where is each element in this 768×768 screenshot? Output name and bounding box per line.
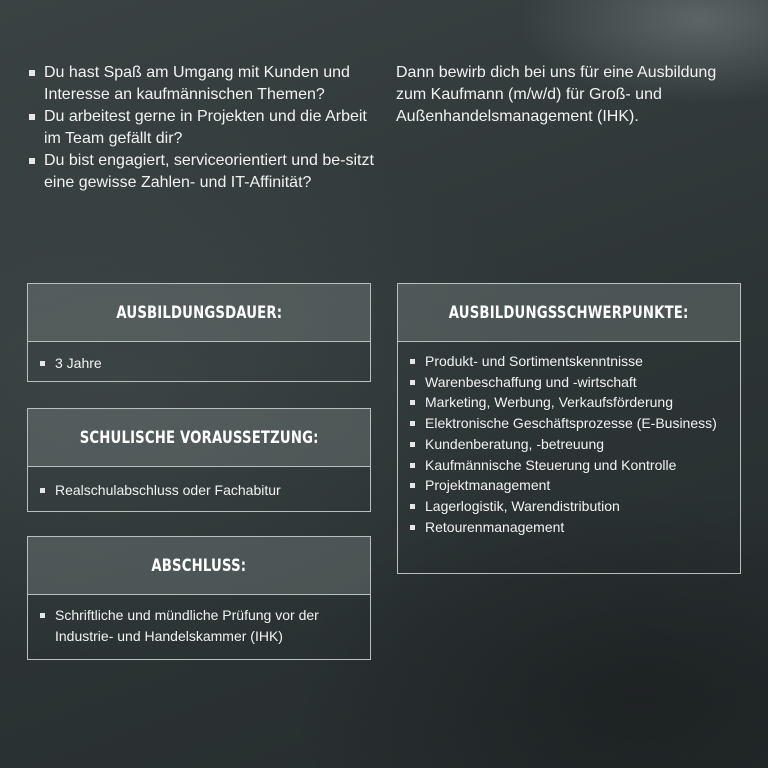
abschluss-box	[27, 536, 371, 660]
list-item-text: Projektmanagement	[425, 477, 551, 494]
list-item-text: Retourenmanagement	[425, 518, 565, 535]
box-header	[28, 284, 370, 342]
square-bullet-icon	[40, 488, 45, 493]
list-item	[408, 517, 740, 538]
ausbildungsschwerpunkte-box	[397, 283, 741, 574]
ausbildungsdauer-box	[27, 283, 371, 382]
square-bullet-icon	[40, 613, 45, 618]
square-bullet-icon	[29, 158, 35, 164]
box-list	[398, 342, 740, 537]
box-list	[28, 595, 370, 647]
square-bullet-icon	[40, 361, 45, 366]
list-item	[408, 455, 740, 476]
list-item-text: Lagerlogistik, Warendistribution	[425, 497, 620, 514]
list-item	[28, 106, 380, 150]
list-item	[408, 351, 740, 372]
list-item-text: Kaufmännische Steuerung und Kontrolle	[425, 456, 677, 473]
intro-question-text: Du arbeitest gerne in Projekten und die Arbeit im Team gefällt dir?	[44, 108, 367, 147]
list-item-text: Elektronische Geschäftsprozesse (E-Business)	[425, 415, 717, 432]
square-bullet-icon	[410, 525, 415, 530]
schulische-voraussetzung-box	[27, 408, 371, 512]
list-item	[28, 62, 380, 106]
list-item	[408, 434, 740, 455]
box-title: ABSCHLUSS:	[151, 555, 247, 576]
box-header	[28, 537, 370, 595]
box-header	[28, 409, 370, 467]
box-list	[28, 342, 370, 374]
square-bullet-icon	[29, 114, 35, 120]
list-item	[408, 475, 740, 496]
square-bullet-icon	[410, 359, 415, 364]
list-item-text: Produkt- und Sortimentskenntnisse	[425, 353, 643, 369]
intro-question-text: Du hast Spaß am Umgang mit Kunden und Interesse an kaufmännischen Themen?	[44, 64, 350, 103]
box-title: AUSBILDUNGSDAUER:	[116, 302, 282, 323]
list-item-text: Schriftliche und mündliche Prüfung vor der Industrie- und Handelskammer (IHK)	[55, 607, 319, 644]
square-bullet-icon	[410, 400, 415, 405]
intro-question-list	[28, 62, 380, 194]
application-call-to-action: Dann bewirb dich bei uns für eine Ausbildung zum Kaufmann (m/w/d) für Groß- und Außenhandelsmanagement (IHK).	[396, 64, 717, 125]
box-title: SCHULISCHE VORAUSSETZUNG:	[79, 427, 319, 448]
square-bullet-icon	[410, 504, 415, 509]
square-bullet-icon	[29, 70, 35, 76]
list-item	[38, 480, 370, 501]
list-item	[408, 413, 740, 434]
list-item-text: Kundenberatung, -betreuung	[425, 435, 605, 452]
list-item	[408, 372, 740, 393]
list-item	[38, 605, 370, 647]
intro-question-text: Du bist engagiert, serviceorientiert und be-sitzt eine gewisse Zahlen- und IT-Affinität?	[44, 152, 374, 191]
square-bullet-icon	[410, 442, 415, 447]
box-title: AUSBILDUNGSSCHWERPUNKTE:	[449, 302, 689, 323]
list-item-text: Marketing, Werbung, Verkaufsförderung	[425, 394, 673, 411]
list-item-text: 3 Jahre	[55, 355, 102, 371]
box-header	[398, 284, 740, 342]
list-item-text: Realschulabschluss oder Fachabitur	[55, 482, 281, 498]
square-bullet-icon	[410, 421, 415, 426]
list-item	[28, 150, 380, 194]
list-item	[38, 353, 370, 374]
square-bullet-icon	[410, 463, 415, 468]
list-item	[408, 496, 740, 517]
list-item	[408, 392, 740, 413]
square-bullet-icon	[410, 380, 415, 385]
list-item-text: Warenbeschaffung und -wirtschaft	[425, 373, 637, 390]
box-list	[28, 467, 370, 501]
square-bullet-icon	[410, 483, 415, 488]
